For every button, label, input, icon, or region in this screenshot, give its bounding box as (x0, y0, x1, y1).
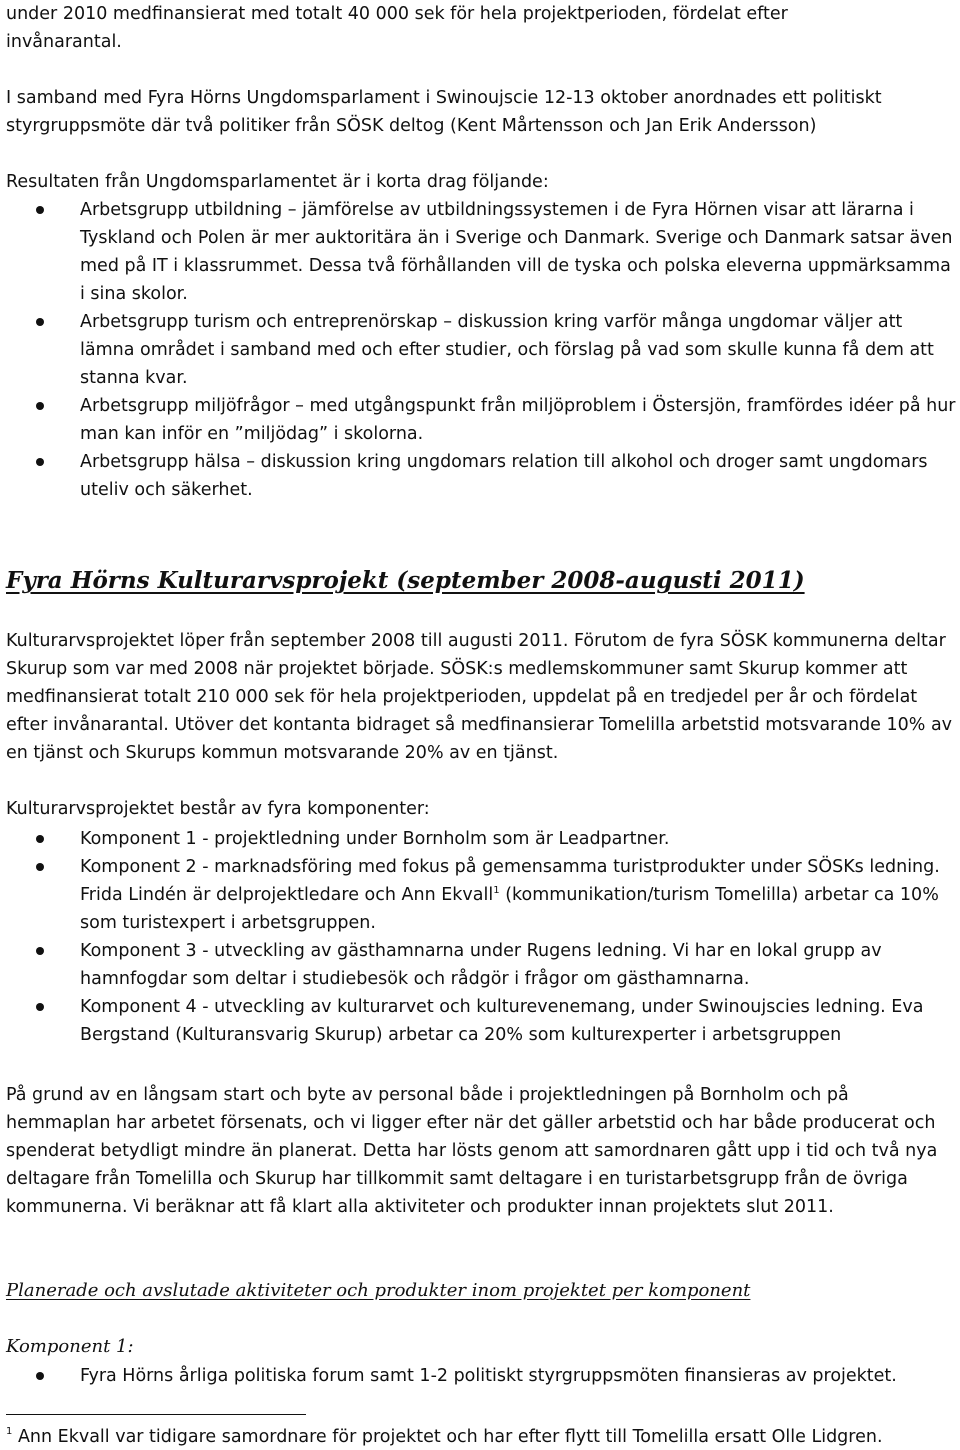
components-list (6, 825, 956, 1049)
komponent1-list (6, 1362, 956, 1390)
list-item: Arbetsgrupp miljöfrågor – med utgångspunkt från miljöproblem i Östersjön, framfördes idéer på hur man kan inför en ”miljödag” i skolorna. (6, 392, 956, 448)
intro-line-2: invånarantal. (6, 32, 122, 52)
component-2-text-before: Komponent 2 - marknadsföring med fokus på gemensamma turistprodukter under SÖSKs ledning. Frida Lindén är delprojektledare och Ann Ekvall (80, 857, 940, 905)
komponent1-subheading: Komponent 1: (6, 1336, 134, 1357)
resultaten-paragraph: Resultaten från Ungdomsparlamentet är i korta drag följande: (6, 172, 549, 192)
footnote (6, 1424, 956, 1450)
footnote-ref[interactable]: 1 (493, 885, 500, 896)
komponenter-intro: Kulturarvsprojektet består av fyra komponenter: (6, 799, 430, 819)
planerade-subheading: Planerade och avslutade aktiviteter och produkter inom projektet per komponent (6, 1280, 751, 1301)
list-item: Komponent 1 - projektledning under Bornholm som är Leadpartner. (6, 825, 956, 853)
list-item: Komponent 4 - utveckling av kulturarvet och kulturevenemang, under Swinoujscies ledning. Eva Bergstand (Kulturansvarig Skurup) arbetar ca 20% som kulturexperter i arbetsgruppen (6, 993, 956, 1049)
list-item (6, 853, 956, 937)
section-heading-kulturarv: Fyra Hörns Kulturarvsprojekt (september 2008-augusti 2011) (6, 567, 805, 594)
results-list (6, 196, 956, 504)
list-item: Fyra Hörns årliga politiska forum samt 1-2 politiskt styrgruppsmöten finansieras av projektet. (6, 1362, 956, 1390)
list-item: Komponent 3 - utveckling av gästhamnarna under Rugens ledning. Vi har en lokal grupp av hamnfogdar som deltar i studiebesök och rådgör i frågor om gästhamnarna. (6, 937, 956, 993)
component-2-text-after: (kommunikation/turism Tomelilla) arbetar ca 10% som turistexpert i arbetsgruppen. (80, 885, 939, 933)
list-item: Arbetsgrupp hälsa – diskussion kring ungdomars relation till alkohol och droger samt ungdomars uteliv och säkerhet. (6, 448, 956, 504)
intro-paragraph (6, 0, 956, 56)
intro-line-1: under 2010 medfinansierat med totalt 40 000 sek för hela projektperioden, fördelat efter (6, 4, 788, 24)
samband-paragraph: I samband med Fyra Hörns Ungdomsparlament i Swinoujscie 12-13 oktober anordnades ett politiskt styrgruppsmöte där två politiker från SÖSK deltog (Kent Mårtensson och Jan Erik Andersson) (6, 88, 882, 136)
footnote-divider (6, 1414, 306, 1415)
kulturarv-paragraph: Kulturarvsprojektet löper från september 2008 till augusti 2011. Förutom de fyra SÖSK kommunerna deltar Skurup som var med 2008 när projektet började. SÖSK:s medlemskommuner samt Skurup kommer att medfinansierat totalt 210 000 sek för hela projektperioden, uppdelat på en tredjedel per år och fördelat efter invånarantal. Utöver det kontanta bidraget så medfinansierar Tomelilla arbetstid motsvarande 10% av en tjänst och Skurups kommun motsvarande 20% av en tjänst. (6, 631, 953, 763)
footnote-number: 1 (6, 1426, 13, 1437)
list-item: Arbetsgrupp turism och entreprenörskap – diskussion kring varför många ungdomar väljer att lämna området i samband med och efter studier, och förslag på vad som skulle kunna få dem att stanna kvar. (6, 308, 956, 392)
list-item: Arbetsgrupp utbildning – jämförelse av utbildningssystemen i de Fyra Hörnen visar att lärarna i Tyskland och Polen är mer auktoritära än i Sverige och Danmark. Sverige och Danmark satsar även med på IT i klassrummet. Dessa två förhållanden vill de tyska och polska eleverna uppmärksamma i sina skolor. (6, 196, 956, 308)
footnote-text: Ann Ekvall var tidigare samordnare för projektet och har efter flytt till Tomelilla ersatt Olle Lidgren. (12, 1427, 883, 1447)
forsenat-paragraph: På grund av en långsam start och byte av personal både i projektledningen på Bornholm och på hemmaplan har arbetet försenats, och vi ligger efter när det gäller arbetstid och har både producerat och spenderat betydligt mindre än planerat. Detta har lösts genom att samordnaren gått upp i tid och två nya deltagare från Tomelilla och Skurup har tillkommit samt deltagare i en turistarbetsgrupp från de övriga kommunerna. Vi beräknar att få klart alla aktiviteter och produkter innan projektets slut 2011. (6, 1085, 938, 1217)
